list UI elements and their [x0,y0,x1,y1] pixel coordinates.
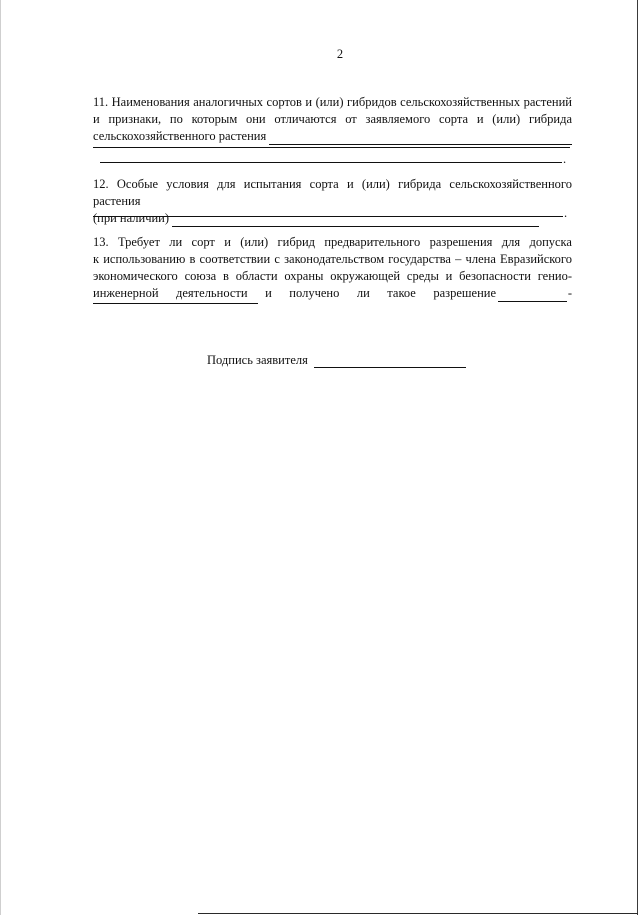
signature-line[interactable] [314,355,466,368]
page-edge-bottom [198,913,638,914]
item-13-line-3: экономического союза в области охраны окружающей среды и безопасности генио- [93,269,572,283]
item-11-answer-line-1[interactable] [269,132,572,145]
item-13-line-4-hyphen: - [567,286,572,300]
item-11-line-2: и признаки, по которым они отличаются от заявляемого сорта и (или) гибрида [93,112,572,126]
item-13-line-4 [93,285,572,302]
item-11-answer-line-3[interactable] [100,162,562,163]
page-number: 2 [336,47,344,61]
item-11-line-1: 11. Наименования аналогичных сортов и (или) гибридов сельскохозяйственных растений [93,95,572,109]
item-11 [93,94,572,145]
item-13-line-1: 13. Требует ли сорт и (или) гибрид предварительного разрешения для допуска [93,235,572,249]
page-edge-right [637,0,638,915]
item-12-line-2 [93,210,539,227]
item-13-line-2: к использованию в соответствии с законодательством государства – члена Евразийского [93,252,572,266]
item-11-end-mark: . [563,152,567,166]
item-12-line-1: 12. Особые условия для испытания сорта и (или) гибрида сельскохозяйственного растения [93,177,572,208]
item-11-line-3 [93,128,572,145]
item-12-end-mark: . [564,206,568,220]
page-edge-left [0,0,1,915]
item-13-line-4-text: инженерной деятельности и получено ли такое разрешение [93,286,496,300]
item-13 [93,234,572,302]
signature-block [207,353,466,368]
signature-label: Подпись заявителя [207,353,308,367]
item-11-answer-line-2[interactable] [93,147,570,148]
item-11-line-3-text: сельскохозяйственного растения [93,129,267,143]
item-12-answer-line-2[interactable] [93,216,563,217]
item-12 [93,176,572,227]
item-13-answer-line-2[interactable] [93,303,258,304]
item-13-answer-line-1[interactable] [498,289,567,302]
item-12-line-2-text: (при наличии) [93,211,170,225]
